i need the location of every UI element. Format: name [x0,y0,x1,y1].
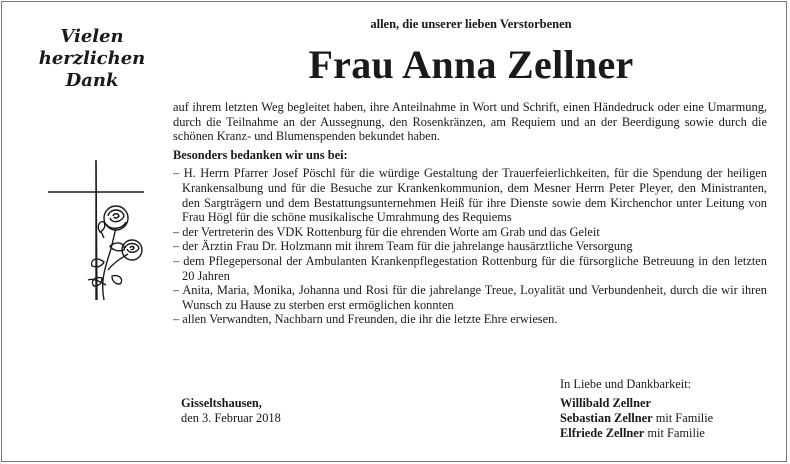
list-item: – der Vertreterin des VDK Rottenburg für die ehrenden Worte am Grab und das Geleit [173,225,767,240]
signatory-name: Elfriede Zellner [560,426,645,440]
left-column [0,0,160,464]
deceased-name: Frau Anna Zellner [308,42,634,87]
signatory-suffix: mit Familie [644,426,705,440]
signature-intro: In Liebe und Dankbarkeit: [560,377,692,391]
signatory-name: Sebastian Zellner [560,411,653,425]
list-item: – H. Herrn Pfarrer Josef Pöschl für die würdige Gestaltung der Trauerfeierlichkeiten, für die Spendung der heiligen Krankensalbung und für die Besuche zur Krankenkommunion, dem Mesner Herrn Peter Pleyer, den Ministranten, den Sargträgern und dem Bestattungsunternehmen Heiß für ihre Dienste sowie dem Kirchenchor unter Leitung von Frau Högl für die schöne musikalische Umrahmung des Requiems [173,166,767,224]
thanks-subheading: Besonders bedanken wir uns bei: [173,147,348,162]
date-line: den 3. Februar 2018 [181,410,281,425]
notice-body [173,100,767,327]
list-item: – dem Pflegepersonal der Ambulanten Krankenpflegestation Rottenburg für die fürsorgliche Betreuung in den letzten 20 Jahren [173,254,767,283]
signature-block [560,377,713,441]
place-name: Gisseltshausen, [181,396,262,410]
signatory [560,396,713,411]
list-item: – allen Verwandten, Nachbarn und Freunden, die ihr die letzte Ehre erwiesen. [173,312,767,327]
pre-title: allen, die unserer lieben Verstorbenen [370,17,572,31]
thanks-line: Dank [65,70,119,91]
thanks-list [173,166,767,327]
place-and-date [181,396,281,425]
signatory-suffix: mit Familie [652,411,714,425]
signatory-name: Willibald Zellner [560,396,651,410]
signatory [560,426,713,441]
intro-paragraph: auf ihrem letzten Weg begleitet haben, ihre Anteilnahme in Wort und Schrift, einen Händedruck oder eine Umarmung, durch die Teilnahme an der Aussegnung, den Rosenkränzen, am Requiem und an der Beerdigung sowie durch die schönen Kranz- und Blumenspenden bekundet haben. [173,100,767,144]
list-item: – Anita, Maria, Monika, Johanna und Rosi für die jahrelange Treue, Loyalität und Verbundenheit, durch die wir ihren Wunsch zu Hause zu sterben erst ermöglichen konnten [173,283,767,312]
cross-with-roses-icon [48,150,148,310]
signatory [560,411,713,426]
thanks-line: Vielen [60,26,124,47]
list-item: – der Ärztin Frau Dr. Holzmann mit ihrem Team für die jahrelange hausärztliche Versorgung [173,239,767,254]
thanks-line: herzlichen [38,48,146,69]
thanks-heading [36,26,148,92]
